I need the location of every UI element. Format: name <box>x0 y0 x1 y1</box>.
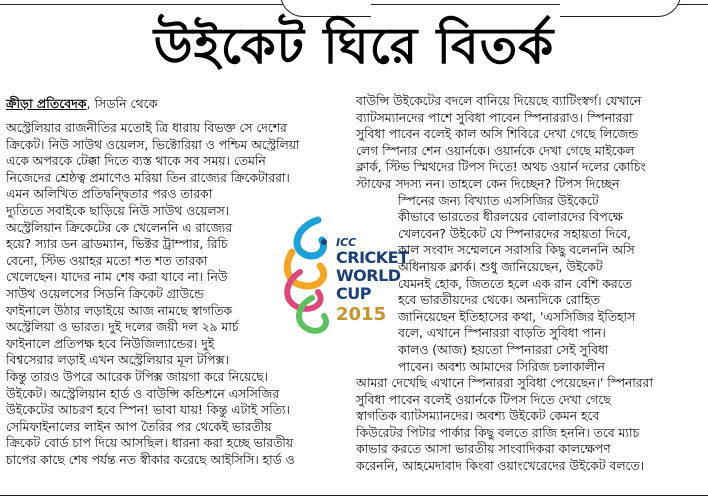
text-line: কাভার করতে আসা ভারতীয় সাংবাদিকরা কালক্ষেপণ <box>356 442 611 457</box>
text-line: সুবিধা পাবেন বলেই ওয়ার্নকে টিপস দিতে দেখা গেছে <box>356 392 611 407</box>
text-line: জানিয়েছেন ইতিহাসের কথা, 'এসসিজির ইতিহাস <box>398 309 636 324</box>
text-line: অস্ট্রেলিয়ার রাজনীতির মতোই ত্রি ধারায় বিভক্ত সে দেশের <box>6 121 287 135</box>
text-line: অস্ট্রেলিয়া ও ভারত। দুই দলের জয়ী দল ২৯ মার্চ <box>6 320 239 335</box>
text-line: স্পিনের জন্য বিখ্যাত এসসিজির উইকেটে <box>398 193 599 208</box>
text-line: বাউন্সি উইকেটের বদলে বানিয়ে দিয়েছে ব্যাটিংস্বর্গ। যেখানে <box>356 94 642 108</box>
text-line: কিন্তু তারও উপরে আরেক টপিক্স জায়গা করে নিয়েছে। <box>6 369 269 384</box>
bottom-border <box>0 495 708 496</box>
text-line: নিজেদের শ্রেষ্ঠত্ব প্রমাণেও মরিয়া তিন রাজ্যের ক্রিকেটাররা। <box>6 170 290 185</box>
text-line: কীভাবে ভারতের ধীরলয়ের বোলারদের বিপক্ষে <box>398 210 623 225</box>
text-line: দ্যুতিতে সবাইকে ছাড়িয়ে নিউ সাউথ ওয়েলস। <box>6 203 230 218</box>
text-line: সুবিধা পাবেন বলেই কাল অসি শিবিরে দেখা গেছে লিজেন্ড <box>356 127 639 142</box>
text-line: হয়ে? স্যার ডন ব্রাডম্যান, ভিক্টর ট্রাম্পার, রিচি <box>6 237 228 252</box>
headline: উইকেট ঘিরে বিতর্ক <box>153 17 555 75</box>
byline-location: , সিডনি থেকে <box>86 96 158 111</box>
text-line: কিউরেটর পিটার পার্কার কিছু বলতে রাজি হননি। তবে ম্যাচ <box>356 425 640 440</box>
text-line: বলে, এখানে স্পিনাররা বাড়তি সুবিধা পান। <box>398 326 606 341</box>
text-line: সেমিফাইনালের লাইন আপ তৈরির পর থেকেই ভারতীয় <box>6 419 272 434</box>
text-line: সাউথ ওয়েলসের সিডনি ক্রিকেট গ্রাউন্ডে <box>6 286 204 301</box>
text-line: লেগ স্পিনার শেন ওয়ার্নকে। ওয়ার্নকে দেখা গেছে মাইকেল <box>356 143 635 158</box>
text-line: স্বাগতিক ব্যাটসম্যানদের। অবশ্য উইকেট কেমন হবে <box>356 409 600 424</box>
text-line: উইকেটের আচরণ হবে স্পিন! ভাবা যায়! কিন্তু এটাই সত্যি। <box>6 403 290 418</box>
text-line: ক্রিকেট। নিউ সাউথ ওয়েলস, ভিক্টোরিয়া ও পশ্চিম অস্ট্রেলিয়া <box>6 137 300 152</box>
text-line: ক্রিকেট বোর্ড চাপ দিয়ে আসছিল। ধারনা করা হচ্ছে ভারতীয় <box>6 436 294 451</box>
text-line: স্টাফের সদস্য নন। তাহলে কেন দিচ্ছেন? টিপস দিচ্ছেন <box>356 176 620 191</box>
byline <box>6 96 346 112</box>
text-line: বিশ্বসেরার লড়াই এখন অস্ট্রেলিয়ার মূল টপিক্স। <box>6 353 229 368</box>
text-line: ক্লার্ক, স্টিভ স্মিথদের টিপস দিতে! অথচ ওয়ার্ন দলের কোচিং <box>356 160 646 175</box>
text-line: হবে ভারতীয়দের থেকে। অন্যদিকে রোহিত <box>398 293 601 308</box>
text-line: কালও (আজ) হয়তো স্পিনাররা সেই সুবিধা <box>398 342 609 357</box>
byline-author: ক্রীড়া প্রতিবেদক <box>6 96 87 111</box>
text-line: করেননি, আহমেদাবাদ কিংবা ওয়াংখেরেদের উইকেট বলতে। <box>356 459 645 474</box>
text-line: যেমনই হোক, জিততে হলে এক রান বেশি করতে <box>398 276 632 291</box>
world-cup-swirl-icon <box>278 212 338 342</box>
text-line: ফাইনালে প্রতিপক্ষ হবে নিউজিল্যান্ডের। দুই <box>6 336 215 351</box>
text-line: উইকেট। অস্ট্রেলিয়ান হার্ড ও বাউন্সি কন্ডিশনে এসসিজির <box>6 386 280 401</box>
text-line: খেলবেন? উইকেট যে স্পিনারদের সহায়তা দিবে, <box>398 226 632 241</box>
logo-line-cup: CUP <box>336 284 371 303</box>
text-line: একে অপরকে টেক্কা দিতে ব্যস্ত থাকে সব সময়। তেমনি <box>6 154 266 169</box>
logo-icc: ICC <box>336 236 357 249</box>
text-line: খেলেছেন। যাদের নাম শেষ করা যাবে না। নিউ <box>6 270 228 285</box>
text-line: অস্ট্রেলিয়ান ক্রিকেটের কে খেলেননি এ রাজ্যের <box>6 220 232 235</box>
text-line: অধিনায়ক ক্লার্ক। শুধু জানিয়েছেন, উইকেট <box>398 259 603 274</box>
logo-line-cricket: CRICKET <box>336 248 409 267</box>
article-column-right <box>356 93 700 493</box>
text-line: আমরা দেখেছি এখানে স্পিনাররা সুবিধা পেয়েছেন।' স্পিনাররা <box>356 376 653 391</box>
text-line: ব্যাটসম্যানদের পাশে সুবিধা পাবেন স্পিনাররাও। স্পিনাররা <box>356 110 633 125</box>
text-line: পাবেন। অবশ্য আমাদের সিরিজ চলাকালীন <box>398 359 605 374</box>
text-line: এমন অলিখিত প্রতিদ্বন্দ্বিতার পরও তারকা <box>6 187 213 202</box>
text-line: ফাইনালে উঠার লড়াইয়ে আজ নামছে স্বাগতিক <box>6 303 233 318</box>
text-line: বেনো, স্টিভ ওয়াহর মতো শত শত তারকা <box>6 253 208 268</box>
logo-year: 2015 <box>336 304 387 325</box>
text-line: চাপের কাছে শেষ পর্যন্ত নত স্বীকার করেছে আইসিসি। হার্ড ও <box>6 452 295 467</box>
text-line: কাল সংবাদ সম্মেলনে সরাসরি কিছু বলেননি অসি <box>398 243 635 258</box>
logo-line-world: WORLD <box>336 266 401 285</box>
